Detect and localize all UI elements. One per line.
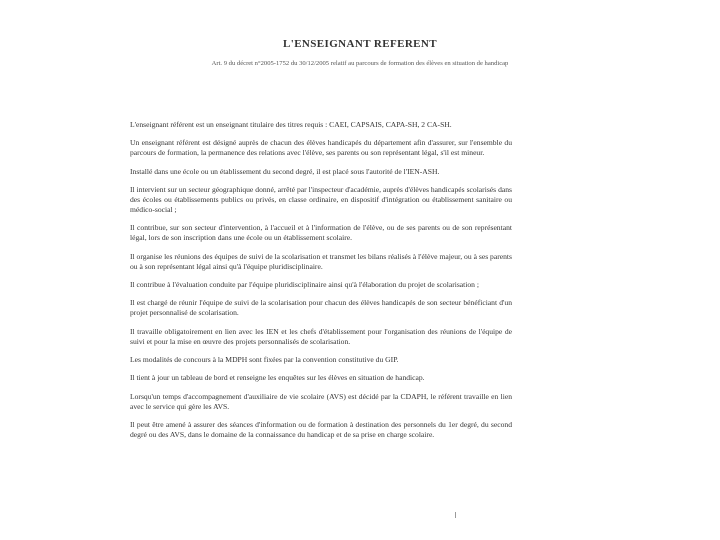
- paragraph-installation: Installé dans une école ou un établissement du second degré, il est placé sous l'autorité de l'IEN-ASH.: [130, 166, 440, 176]
- document-subtitle: Art. 9 du décret n°2005-1752 du 30/12/2005 relatif au parcours de formation des élèves en situation de handicap: [211, 60, 509, 67]
- document-body: [130, 120, 512, 448]
- document-title: L'ENSEIGNANT REFERENT: [283, 38, 437, 50]
- scan-speck: [455, 512, 456, 518]
- paragraph-dashboard: Il tient à jour un tableau de bord et renseigne les enquêtes sur les élèves en situation de handicap.: [130, 373, 425, 383]
- paragraph-avs: Lorsqu'un temps d'accompagnement d'auxiliaire de vie scolaire (AVS) est décidé par la CDAPH, le référent travaille en lien avec le service qui gère les AVS.: [130, 391, 512, 411]
- paragraph-reception: Il contribue, sur son secteur d'intervention, à l'accueil et à l'information de l'élève, ou de ses parents ou de son représentant légal, lors de son inscription dans une école ou un établissement scolaire.: [130, 223, 512, 243]
- paragraph-ien-collaboration: Il travaille obligatoirement en lien avec les IEN et les chefs d'établissement pour l'organisation des réunions de l'équipe de suivi et pour la mise en œuvre des projets personnalisés de scolarisation.: [130, 326, 512, 346]
- paragraph-sector: Il intervient sur un secteur géographique donné, arrêté par l'inspecteur d'académie, auprès d'élèves handicapés scolarisés dans des écoles ou établissements publics ou privés, en classe ordinaire, en dispositif d'intégration ou établissement sanitaire ou médico-social ;: [130, 185, 512, 214]
- paragraph-meetings: Il organise les réunions des équipes de suivi de la scolarisation et transmet les bilans réalisés à l'élève majeur, ou à ses parents ou à son représentant légal ainsi qu'à l'équipe pluridisciplinaire.: [130, 251, 512, 271]
- paragraph-evaluation: Il contribue à l'évaluation conduite par l'équipe pluridisciplinaire ainsi qu'à l'élaboration du projet de scolarisation ;: [130, 279, 479, 289]
- paragraph-mdph: Les modalités de concours à la MDPH sont fixées par la convention constitutive du GIP.: [130, 355, 399, 364]
- paragraph-training: Il peut être amené à assurer des séances d'information ou de formation à destination des personnels du 1er degré, du second degré ou des AVS, dans le domaine de la connaissance du handicap et de sa prise en charge scolaire.: [130, 420, 512, 440]
- paragraph-titles-required: L'enseignant référent est un enseignant titulaire des titres requis : CAEI, CAPSAIS, CAPA-SH, 2 CA-SH.: [130, 120, 452, 129]
- paragraph-follow-up-team: Il est chargé de réunir l'équipe de suivi de la scolarisation pour chacun des élèves handicapés de son secteur bénéficiant d'un projet personnalisé de scolarisation.: [130, 298, 512, 318]
- paragraph-designation: Un enseignant référent est désigné auprès de chacun des élèves handicapés du département afin d'assurer, sur l'ensemble du parcours de formation, la permanence des relations avec l'élève, ses parents ou son représentant légal, s'il est mineur.: [130, 138, 512, 158]
